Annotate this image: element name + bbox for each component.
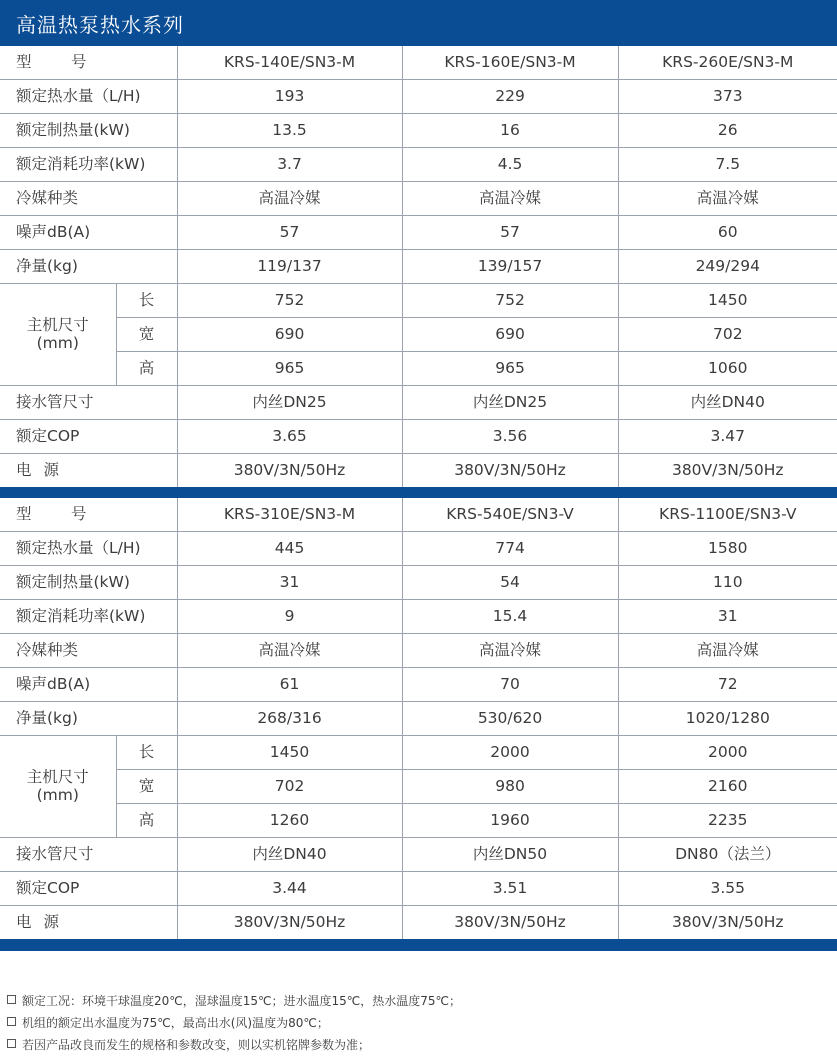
cell-value: 530/620 <box>402 702 618 736</box>
cell-value: 690 <box>177 318 402 352</box>
cell-value: 690 <box>402 318 618 352</box>
table-row-power-supply <box>0 454 837 488</box>
row-label-model: 型 号 <box>0 46 177 80</box>
table-row-cop <box>0 420 837 454</box>
cell-value: 70 <box>402 668 618 702</box>
cell-value: 1960 <box>402 804 618 838</box>
cell-value: 高温冷媒 <box>177 634 402 668</box>
row-label-power: 额定消耗功率(kW) <box>0 148 177 182</box>
cell-value: DN80（法兰） <box>618 838 837 872</box>
cell-value: 3.47 <box>618 420 837 454</box>
cell-value: 1020/1280 <box>618 702 837 736</box>
cell-value: 380V/3N/50Hz <box>402 906 618 940</box>
table-row-model <box>0 498 837 532</box>
table-row-dim-width <box>0 318 837 352</box>
table-row-hot-water <box>0 80 837 114</box>
cell-value: 31 <box>177 566 402 600</box>
cell-value: 内丝DN25 <box>177 386 402 420</box>
cell-value: 702 <box>177 770 402 804</box>
row-label-cop: 额定COP <box>0 872 177 906</box>
cell-value: 980 <box>402 770 618 804</box>
footnote-item <box>7 1034 461 1056</box>
table-row-power-supply <box>0 906 837 940</box>
cell-value: 60 <box>618 216 837 250</box>
cell-value: 高温冷媒 <box>618 182 837 216</box>
cell-value: 752 <box>402 284 618 318</box>
cell-value: 9 <box>177 600 402 634</box>
cell-value: 380V/3N/50Hz <box>177 454 402 488</box>
footnote-item <box>7 1012 461 1034</box>
row-label-noise: 噪声dB(A) <box>0 216 177 250</box>
row-label-weight: 净量(kg) <box>0 702 177 736</box>
cell-value: 1580 <box>618 532 837 566</box>
table-row-hot-water <box>0 532 837 566</box>
table-row-pipe <box>0 386 837 420</box>
row-label-weight: 净量(kg) <box>0 250 177 284</box>
table-row-noise <box>0 216 837 250</box>
table-row-noise <box>0 668 837 702</box>
table-row-dim-height <box>0 352 837 386</box>
footnote-text: 额定工况：环境干球温度20℃，湿球温度15℃；进水温度15℃，热水温度75℃； <box>22 994 461 1008</box>
model-name: KRS-310E/SN3-M <box>177 498 402 532</box>
sub-label-height: 高 <box>116 804 177 838</box>
row-label-heating: 额定制热量(kW) <box>0 566 177 600</box>
dimensions-label: 主机尺寸 <box>26 315 89 334</box>
table-row-cop <box>0 872 837 906</box>
cell-value: 380V/3N/50Hz <box>671 912 784 931</box>
cell-value: 7.5 <box>618 148 837 182</box>
cell-value: 72 <box>618 668 837 702</box>
table-row-heating <box>0 114 837 148</box>
table-row-dim-height <box>0 804 837 838</box>
sub-label-width: 宽 <box>116 770 177 804</box>
row-label-dimensions <box>0 736 116 838</box>
table-row-refrigerant <box>0 182 837 216</box>
row-label-model: 型 号 <box>0 498 177 532</box>
table-row-dim-length <box>0 284 837 318</box>
cell-value: 13.5 <box>177 114 402 148</box>
cell-value: 3.56 <box>402 420 618 454</box>
bottom-band <box>0 939 837 951</box>
cell-value: 内丝DN50 <box>402 838 618 872</box>
cell-value: 752 <box>177 284 402 318</box>
dimensions-label: 主机尺寸 <box>26 767 89 786</box>
cell-value: 3.44 <box>177 872 402 906</box>
footnote-item <box>7 990 461 1012</box>
cell-value: 内丝DN40 <box>618 386 837 420</box>
cell-value: 380V/3N/50Hz <box>671 460 784 479</box>
cell-value: 380V/3N/50Hz <box>402 454 618 488</box>
row-label-cop: 额定COP <box>0 420 177 454</box>
checkbox-square-icon <box>7 1017 16 1026</box>
cell-value: 3.7 <box>177 148 402 182</box>
cell-value: 内丝DN40 <box>177 838 402 872</box>
cell-value: 268/316 <box>177 702 402 736</box>
cell-value: 229 <box>402 80 618 114</box>
table-row-model <box>0 46 837 80</box>
cell-value: 31 <box>618 600 837 634</box>
model-name: KRS-140E/SN3-M <box>177 46 402 80</box>
cell-value: 774 <box>402 532 618 566</box>
table-row-power <box>0 600 837 634</box>
sub-label-length: 长 <box>116 736 177 770</box>
cell-value: 2000 <box>618 736 837 770</box>
sub-label-length: 长 <box>116 284 177 318</box>
spec-table-2 <box>0 498 837 939</box>
row-label-hot-water: 额定热水量（L/H) <box>0 532 177 566</box>
cell-value: 445 <box>177 532 402 566</box>
table-row-heating <box>0 566 837 600</box>
row-label-pipe: 接水管尺寸 <box>0 838 177 872</box>
cell-value: 57 <box>402 216 618 250</box>
table-row-dim-length <box>0 736 837 770</box>
cell-value: 965 <box>402 352 618 386</box>
dimensions-unit: (mm) <box>36 785 79 804</box>
cell-value: 119/137 <box>177 250 402 284</box>
table-row-dim-width <box>0 770 837 804</box>
cell-value: 2160 <box>618 770 837 804</box>
table-row-power <box>0 148 837 182</box>
dimensions-unit: (mm) <box>36 333 79 352</box>
cell-value: 139/157 <box>402 250 618 284</box>
cell-value: 2000 <box>402 736 618 770</box>
row-label-power-supply: 电源 <box>0 906 177 940</box>
cell-value: 3.55 <box>618 872 837 906</box>
row-label-power: 额定消耗功率(kW) <box>0 600 177 634</box>
cell-value: 3.51 <box>402 872 618 906</box>
cell-value: 高温冷媒 <box>618 634 837 668</box>
footnotes <box>7 990 461 1056</box>
footnote-text: 若因产品改良而发生的规格和参数改变，则以实机铭牌参数为准； <box>22 1038 371 1052</box>
cell-value: 4.5 <box>402 148 618 182</box>
cell-value: 15.4 <box>402 600 618 634</box>
cell-value: 1260 <box>177 804 402 838</box>
cell-value: 61 <box>177 668 402 702</box>
cell-value: 3.65 <box>177 420 402 454</box>
cell-value: 249/294 <box>618 250 837 284</box>
cell-value: 1450 <box>177 736 402 770</box>
model-name: KRS-540E/SN3-V <box>402 498 618 532</box>
row-label-pipe: 接水管尺寸 <box>0 386 177 420</box>
table-row-pipe <box>0 838 837 872</box>
footnote-text: 机组的额定出水温度为75℃，最高出水(风)温度为80℃； <box>22 1016 329 1030</box>
cell-value: 内丝DN25 <box>402 386 618 420</box>
checkbox-square-icon <box>7 1039 16 1048</box>
table-row-refrigerant <box>0 634 837 668</box>
row-label-hot-water: 额定热水量（L/H) <box>0 80 177 114</box>
sub-label-width: 宽 <box>116 318 177 352</box>
table-row-weight <box>0 702 837 736</box>
sub-label-height: 高 <box>116 352 177 386</box>
checkbox-square-icon <box>7 995 16 1004</box>
cell-value: 1450 <box>618 284 837 318</box>
cell-value: 1060 <box>618 352 837 386</box>
cell-value: 373 <box>618 80 837 114</box>
row-label-dimensions <box>0 284 116 386</box>
cell-value: 193 <box>177 80 402 114</box>
cell-value: 16 <box>402 114 618 148</box>
row-label-refrigerant: 冷媒种类 <box>0 182 177 216</box>
section-divider-band <box>0 487 837 498</box>
cell-value: 110 <box>618 566 837 600</box>
cell-value: 2235 <box>618 804 837 838</box>
row-label-noise: 噪声dB(A) <box>0 668 177 702</box>
row-label-heating: 额定制热量(kW) <box>0 114 177 148</box>
cell-value: 380V/3N/50Hz <box>177 906 402 940</box>
row-label-power-supply: 电源 <box>0 454 177 488</box>
cell-value: 965 <box>177 352 402 386</box>
model-name: KRS-1100E/SN3-V <box>618 498 837 532</box>
row-label-refrigerant: 冷媒种类 <box>0 634 177 668</box>
cell-value: 高温冷媒 <box>177 182 402 216</box>
model-name: KRS-160E/SN3-M <box>402 46 618 80</box>
page-header <box>0 0 837 46</box>
spec-table-1 <box>0 46 837 487</box>
cell-value: 26 <box>618 114 837 148</box>
cell-value: 54 <box>402 566 618 600</box>
page-title: 高温热泵热水系列 <box>16 13 184 37</box>
model-name: KRS-260E/SN3-M <box>618 46 837 80</box>
cell-value: 高温冷媒 <box>402 634 618 668</box>
cell-value: 57 <box>177 216 402 250</box>
cell-value: 高温冷媒 <box>402 182 618 216</box>
table-row-weight <box>0 250 837 284</box>
cell-value: 702 <box>618 318 837 352</box>
